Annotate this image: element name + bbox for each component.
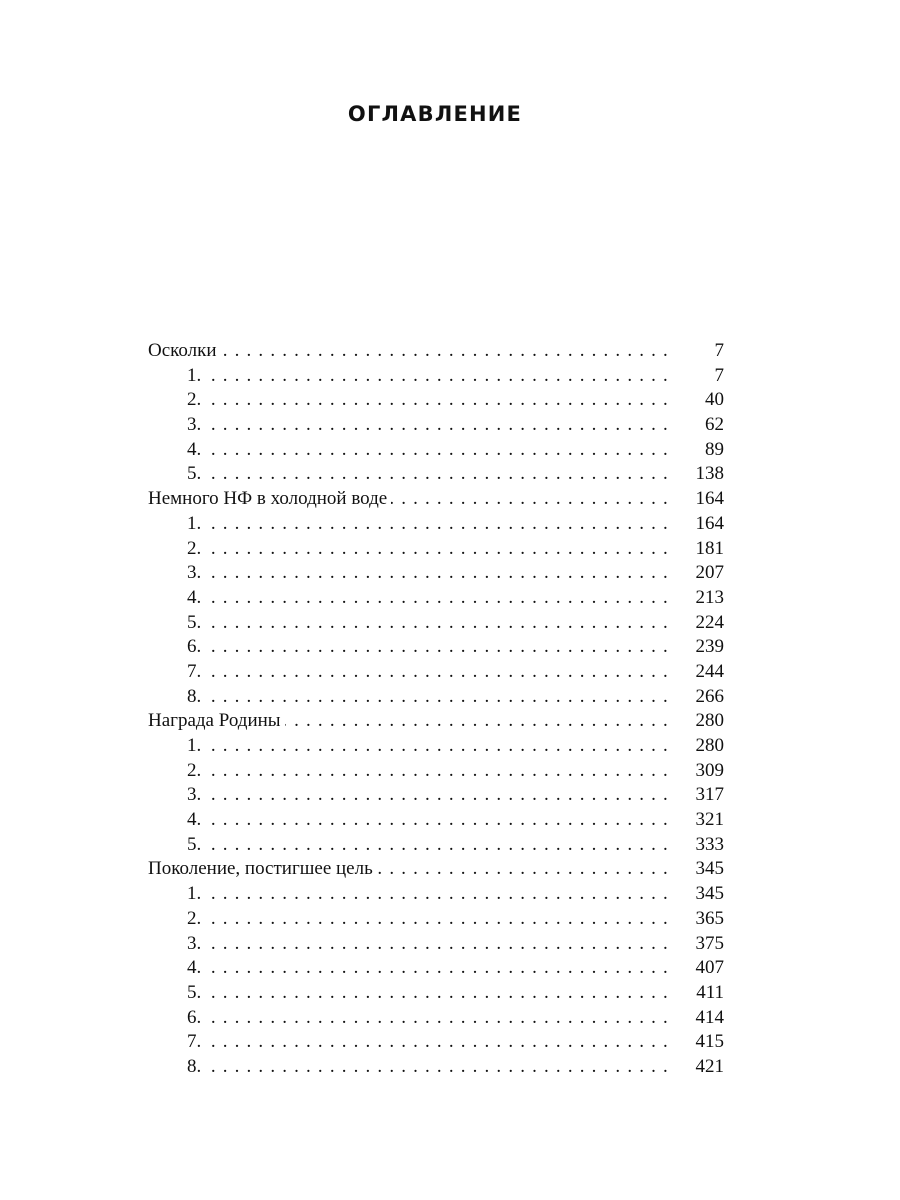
toc-entry-page: 421 <box>695 1055 724 1077</box>
toc-entry-leader <box>187 364 669 389</box>
toc-entry-leader <box>187 512 669 537</box>
toc-entry-leader <box>148 487 669 512</box>
toc-entry-label: 4. <box>187 439 205 460</box>
toc-entry-page: 7 <box>714 340 724 361</box>
toc-entry-page: 375 <box>695 932 724 954</box>
toc-entry-label: Осколки <box>148 340 221 361</box>
toc-entry-page: 280 <box>695 735 724 756</box>
toc-subentry[interactable] <box>148 438 724 463</box>
toc-entry-label: 4. <box>187 809 205 830</box>
toc-entry-leader <box>187 882 669 907</box>
toc-entry-page: 62 <box>705 414 724 436</box>
toc-entry-leader <box>187 685 669 710</box>
toc-entry-label: 2. <box>187 538 205 559</box>
toc-subentry[interactable] <box>148 932 724 957</box>
toc-entry-label: 5. <box>187 612 205 633</box>
toc-entry-label: 6. <box>187 1007 205 1028</box>
toc-entry-page: 164 <box>695 488 724 510</box>
toc-entry-leader <box>187 1055 669 1080</box>
toc-entry-page: 280 <box>695 710 724 732</box>
toc-entry-label: 1. <box>187 883 205 904</box>
toc-subentry[interactable] <box>148 512 724 537</box>
toc-entry-leader <box>187 635 669 660</box>
toc-entry-page: 317 <box>695 784 724 806</box>
toc-subentry[interactable] <box>148 685 724 710</box>
toc-entry-page: 345 <box>695 858 724 880</box>
toc-entry-leader <box>187 759 669 784</box>
toc-entry-label: 1. <box>187 735 205 756</box>
toc-subentry[interactable] <box>148 808 724 833</box>
toc-entry-label: Награда Родины <box>148 710 285 731</box>
toc-entry-page: 333 <box>695 833 724 855</box>
toc-entry-leader <box>148 339 669 364</box>
toc-entry-label: 3. <box>187 562 205 583</box>
toc-entry-label: 2. <box>187 389 205 410</box>
toc-entry-page: 138 <box>695 463 724 485</box>
toc-subentry[interactable] <box>148 1055 724 1080</box>
toc-entry-label: 1. <box>187 513 205 534</box>
toc-entry-leader <box>187 932 669 957</box>
toc-entry-leader <box>187 808 669 833</box>
toc-entry-page: 224 <box>695 611 724 633</box>
toc-entry-leader <box>187 537 669 562</box>
toc-entry-label: 1. <box>187 365 205 386</box>
toc-entry-page: 213 <box>695 586 724 608</box>
toc-entry-leader <box>187 1030 669 1055</box>
toc-entry-leader <box>187 611 669 636</box>
toc-subentry[interactable] <box>148 882 724 907</box>
toc-subentry[interactable] <box>148 413 724 438</box>
toc-subentry[interactable] <box>148 783 724 808</box>
toc-entry-leader <box>187 1006 669 1031</box>
toc-entry-leader <box>187 660 669 685</box>
toc-entry-leader <box>187 833 669 858</box>
toc-entry-leader <box>187 907 669 932</box>
toc-entry-leader <box>148 857 669 882</box>
toc-entry-label: 8. <box>187 686 205 707</box>
toc-entry-label: 7. <box>187 661 205 682</box>
toc-subentry[interactable] <box>148 660 724 685</box>
toc-entry-page: 321 <box>695 809 724 831</box>
toc-subentry[interactable] <box>148 1006 724 1031</box>
toc-entry-leader <box>148 709 669 734</box>
toc-subentry[interactable] <box>148 611 724 636</box>
toc-entry-page: 207 <box>695 562 724 584</box>
toc-entry-label: 5. <box>187 463 205 484</box>
toc-entry-label: 2. <box>187 908 205 929</box>
toc-entry-label: 6. <box>187 636 205 657</box>
toc-section-entry[interactable] <box>148 857 724 882</box>
toc-section-entry[interactable] <box>148 339 724 364</box>
toc-entry-label: 3. <box>187 414 205 435</box>
toc-section-entry[interactable] <box>148 487 724 512</box>
toc-entry-label: 4. <box>187 957 205 978</box>
toc-entry-page: 266 <box>695 685 724 707</box>
toc-entry-leader <box>187 438 669 463</box>
toc-entry-page: 239 <box>695 636 724 658</box>
toc-subentry[interactable] <box>148 537 724 562</box>
toc-entry-label: 3. <box>187 933 205 954</box>
toc-entry-leader <box>187 413 669 438</box>
toc-entry-label: Поколение, постигшее цель <box>148 858 377 879</box>
toc-entry-label: 7. <box>187 1031 205 1052</box>
table-of-contents <box>148 339 724 1080</box>
toc-subentry[interactable] <box>148 907 724 932</box>
toc-entry-page: 181 <box>695 537 724 559</box>
toc-entry-leader <box>187 586 669 611</box>
toc-entry-label: 2. <box>187 760 205 781</box>
toc-entry-page: 345 <box>695 883 724 905</box>
toc-entry-page: 414 <box>695 1006 724 1028</box>
toc-entry-label: 5. <box>187 834 205 855</box>
toc-entry-page: 365 <box>695 907 724 929</box>
toc-entry-leader <box>187 783 669 808</box>
toc-entry-leader <box>187 956 669 981</box>
toc-entry-label: 8. <box>187 1056 205 1077</box>
toc-subentry[interactable] <box>148 956 724 981</box>
toc-section-entry[interactable] <box>148 709 724 734</box>
toc-subentry[interactable] <box>148 981 724 1006</box>
toc-entry-label: 3. <box>187 784 205 805</box>
toc-subentry[interactable] <box>148 388 724 413</box>
page-title: ОГЛАВЛЕНИЕ <box>347 102 523 126</box>
toc-subentry[interactable] <box>148 561 724 586</box>
toc-subentry[interactable] <box>148 462 724 487</box>
toc-entry-page: 40 <box>705 389 724 411</box>
toc-subentry[interactable] <box>148 586 724 611</box>
toc-entry-page: 244 <box>695 660 724 682</box>
toc-entry-label: 5. <box>187 982 205 1003</box>
toc-subentry[interactable] <box>148 759 724 784</box>
toc-entry-page: 309 <box>695 759 724 781</box>
toc-entry-label: 4. <box>187 587 205 608</box>
toc-entry-page: 411 <box>696 981 724 1003</box>
toc-entry-page: 164 <box>695 512 724 534</box>
toc-entry-page: 407 <box>695 957 724 979</box>
toc-entry-page: 415 <box>695 1031 724 1053</box>
toc-entry-leader <box>187 388 669 413</box>
toc-entry-page: 89 <box>705 438 724 460</box>
toc-entry-leader <box>187 981 669 1006</box>
toc-entry-label: Немного НФ в холодной воде <box>148 488 391 509</box>
toc-entry-leader <box>187 561 669 586</box>
toc-entry-leader <box>187 462 669 487</box>
toc-subentry[interactable] <box>148 364 724 389</box>
toc-subentry[interactable] <box>148 734 724 759</box>
toc-entry-page: 7 <box>714 364 724 386</box>
toc-entry-leader <box>187 734 669 759</box>
toc-subentry[interactable] <box>148 635 724 660</box>
toc-subentry[interactable] <box>148 1030 724 1055</box>
toc-subentry[interactable] <box>148 833 724 858</box>
